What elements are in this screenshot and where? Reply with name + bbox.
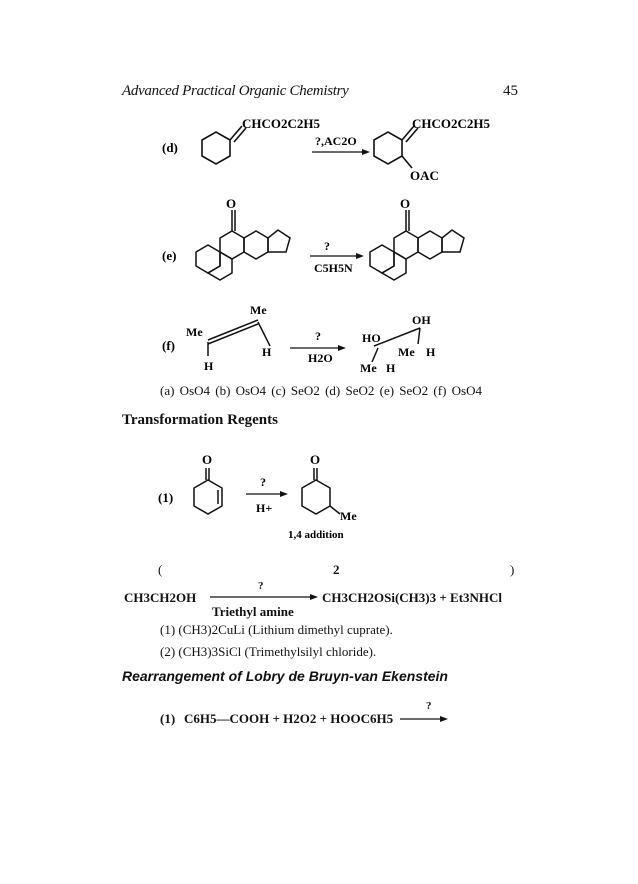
reaction-label: (1) bbox=[158, 490, 174, 505]
steroid-skeleton-left bbox=[196, 210, 290, 280]
note-2: (2) (CH3)3SiCl (Trimethylsilyl chloride). bbox=[160, 644, 377, 659]
product-oh: OH bbox=[412, 313, 431, 327]
product-group: CHCO2C2H5 bbox=[412, 116, 490, 131]
reactant-group: CHCO2C2H5 bbox=[242, 116, 320, 131]
product-substituent: OAC bbox=[410, 168, 439, 183]
reagent-top-2: ? bbox=[258, 580, 264, 592]
paren-open: ( bbox=[158, 562, 163, 577]
substituent-me-left: Me bbox=[186, 325, 203, 339]
reaction-arrow-3 bbox=[400, 714, 450, 724]
reaction-label: (d) bbox=[162, 140, 178, 155]
reactant-ethanol: CH3CH2OH bbox=[124, 590, 197, 605]
steroid-skeleton-right bbox=[370, 210, 464, 280]
reagent-label: ?,AC2O bbox=[315, 134, 357, 148]
rearrangement-equation: C6H5—COOH + H2O2 + HOOC6H5 bbox=[184, 711, 394, 726]
ketone-oxygen-product: O bbox=[310, 452, 321, 467]
reagent-top: ? bbox=[315, 329, 321, 343]
cyclohexanone-ring bbox=[302, 480, 330, 514]
reaction-label: (1) bbox=[160, 711, 176, 726]
reaction-arrow-2 bbox=[210, 592, 320, 602]
ketone-oxygen-product: O bbox=[400, 196, 411, 211]
product-me-left: Me bbox=[360, 361, 377, 375]
product-h-left: H bbox=[386, 361, 396, 375]
reaction-label: (e) bbox=[162, 248, 177, 263]
reagent-question: ? bbox=[426, 700, 432, 712]
reagent-bottom: H2O bbox=[308, 351, 333, 365]
hydrogen-left: H bbox=[204, 359, 214, 373]
page-number: 45 bbox=[503, 83, 518, 99]
reagent-triethylamine: Triethyl amine bbox=[212, 604, 294, 619]
section-title-rearrangement: Rearrangement of Lobry de Bruyn-van Ekenstein bbox=[122, 668, 448, 684]
reaction-number-2: 2 bbox=[333, 562, 340, 577]
note-1: (1) (CH3)2CuLi (Lithium dimethyl cuprate). bbox=[160, 622, 393, 637]
paren-close: ) bbox=[510, 562, 515, 577]
section-title-transformation: Transformation Regents bbox=[122, 412, 278, 428]
reagent-bottom: C5H5N bbox=[314, 261, 353, 275]
reaction-transformation-1 bbox=[150, 450, 410, 550]
ketone-oxygen: O bbox=[202, 452, 213, 467]
answer-key: (a) OsO4 (b) OsO4 (c) SeO2 (d) SeO2 (e) SeO2 (f) OsO4 bbox=[160, 383, 483, 398]
ketone-oxygen: O bbox=[226, 196, 237, 211]
reaction-d bbox=[150, 112, 490, 192]
product-ring bbox=[374, 132, 402, 164]
hydrogen-right: H bbox=[262, 345, 272, 359]
reaction-f bbox=[150, 298, 450, 378]
reagent-top: ? bbox=[324, 239, 330, 253]
product-me-right: Me bbox=[398, 345, 415, 359]
reagent-bottom: H+ bbox=[256, 501, 273, 515]
reaction-e bbox=[150, 190, 470, 290]
methyl-substituent: Me bbox=[340, 509, 357, 523]
product-h-right: H bbox=[426, 345, 436, 359]
product-ho: HO bbox=[362, 331, 381, 345]
caption-14-addition: 1,4 addition bbox=[288, 529, 344, 541]
reagent-top: ? bbox=[260, 475, 266, 489]
reaction-label: (f) bbox=[162, 338, 175, 353]
substituent-me-top: Me bbox=[250, 303, 267, 317]
cyclohexane-ring bbox=[202, 132, 230, 164]
running-header-title: Advanced Practical Organic Chemistry bbox=[122, 83, 349, 99]
product-silyl-ether: CH3CH2OSi(CH3)3 + Et3NHCl bbox=[322, 590, 503, 605]
